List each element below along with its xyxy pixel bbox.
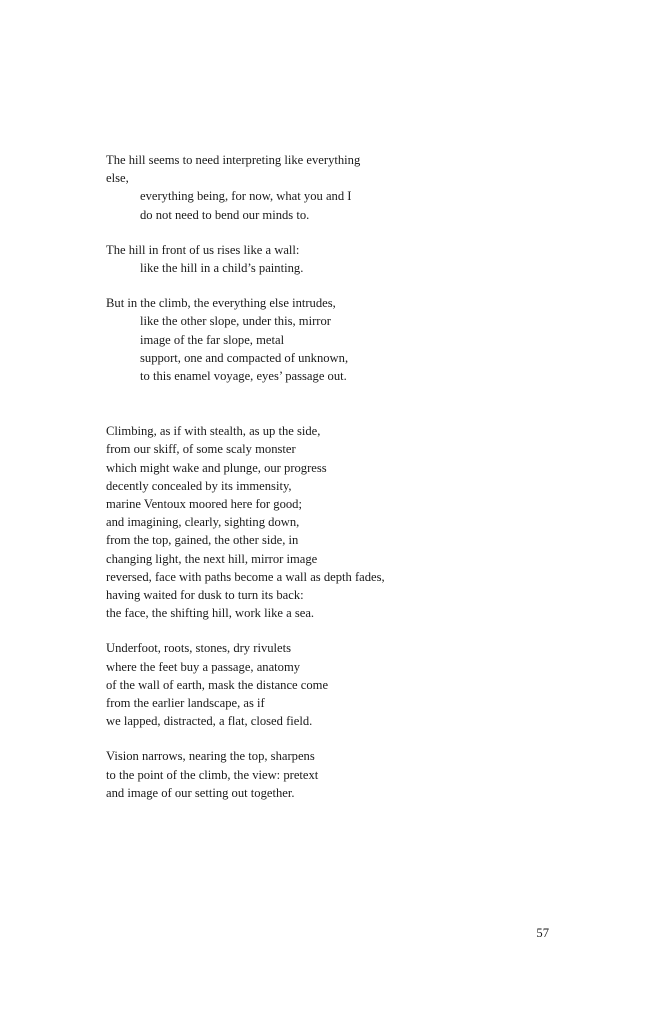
stanza bbox=[106, 241, 626, 277]
poem-line: Vision narrows, nearing the top, sharpens bbox=[106, 749, 315, 764]
stanza bbox=[106, 294, 626, 385]
poem-line: from the earlier landscape, as if bbox=[106, 696, 265, 711]
poem-line: else, bbox=[106, 171, 129, 186]
poem-line: to the point of the climb, the view: pretext bbox=[106, 767, 319, 782]
poem-line: and imagining, clearly, sighting down, bbox=[106, 515, 300, 530]
poem-line: reversed, face with paths become a wall as depth fades, bbox=[106, 569, 385, 584]
poem-line: image of the far slope, metal bbox=[140, 332, 285, 347]
poem-line: changing light, the next hill, mirror image bbox=[106, 551, 318, 566]
page-number: 57 bbox=[536, 926, 549, 940]
poem-line: The hill in front of us rises like a wall: bbox=[106, 242, 300, 257]
poem-line: support, one and compacted of unknown, bbox=[140, 350, 349, 365]
poem-line: of the wall of earth, mask the distance come bbox=[106, 677, 329, 692]
poem-body bbox=[106, 151, 626, 819]
poem-line: decently concealed by its immensity, bbox=[106, 478, 292, 493]
poem-line: The hill seems to need interpreting like everything bbox=[106, 153, 361, 167]
stanza bbox=[106, 639, 626, 730]
stanza bbox=[106, 151, 626, 224]
poem-line: the face, the shifting hill, work like a sea. bbox=[106, 606, 315, 621]
poem-line: where the feet buy a passage, anatomy bbox=[106, 659, 301, 674]
poem-line: everything being, for now, what you and I bbox=[140, 189, 352, 204]
poem-line: we lapped, distracted, a flat, closed field. bbox=[106, 714, 313, 729]
poem-line: from the top, gained, the other side, in bbox=[106, 533, 299, 548]
poem-line: Underfoot, roots, stones, dry rivulets bbox=[106, 641, 292, 656]
poem-line: do not need to bend our minds to. bbox=[140, 207, 310, 222]
stanza bbox=[106, 747, 626, 802]
poem-line: and image of our setting out together. bbox=[106, 785, 295, 800]
poem-line: from our skiff, of some scaly monster bbox=[106, 442, 296, 457]
poem-line: which might wake and plunge, our progress bbox=[106, 460, 327, 475]
poem-line: having waited for dusk to turn its back: bbox=[106, 588, 304, 603]
stanza bbox=[106, 422, 626, 622]
poem-line: But in the climb, the everything else intrudes, bbox=[106, 296, 336, 311]
poem-line: Climbing, as if with stealth, as up the side, bbox=[106, 424, 321, 439]
poem-line: to this enamel voyage, eyes’ passage out. bbox=[140, 369, 347, 384]
poem-line: marine Ventoux moored here for good; bbox=[106, 497, 302, 512]
poem-line: like the hill in a child’s painting. bbox=[140, 261, 304, 276]
poem-line: like the other slope, under this, mirror bbox=[140, 314, 331, 329]
